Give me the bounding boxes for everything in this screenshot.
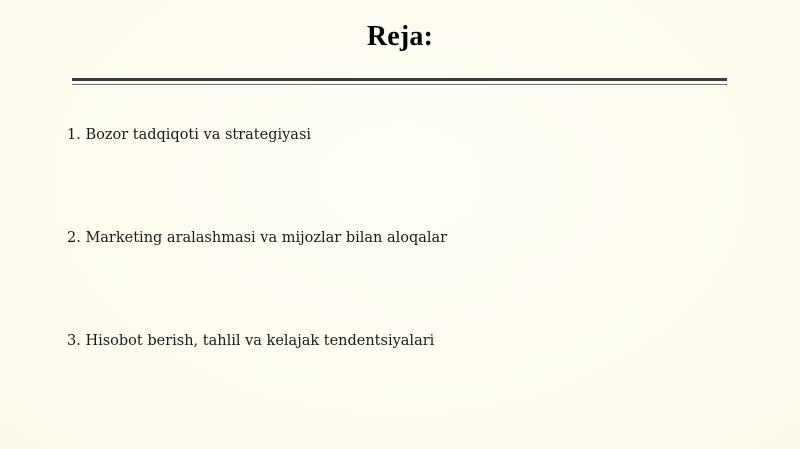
slide-title: Reja: <box>366 21 434 52</box>
plan-item-3: 3. Hisobot berish, tahlil va kelajak tendentsiyalari <box>67 333 435 349</box>
plan-item-1: 1. Bozor tadqiqoti va strategiyasi <box>67 127 312 143</box>
title-divider-thick <box>72 78 727 81</box>
plan-item-2: 2. Marketing aralashmasi va mijozlar bilan aloqalar <box>67 230 448 246</box>
title-divider-thin <box>72 84 727 85</box>
